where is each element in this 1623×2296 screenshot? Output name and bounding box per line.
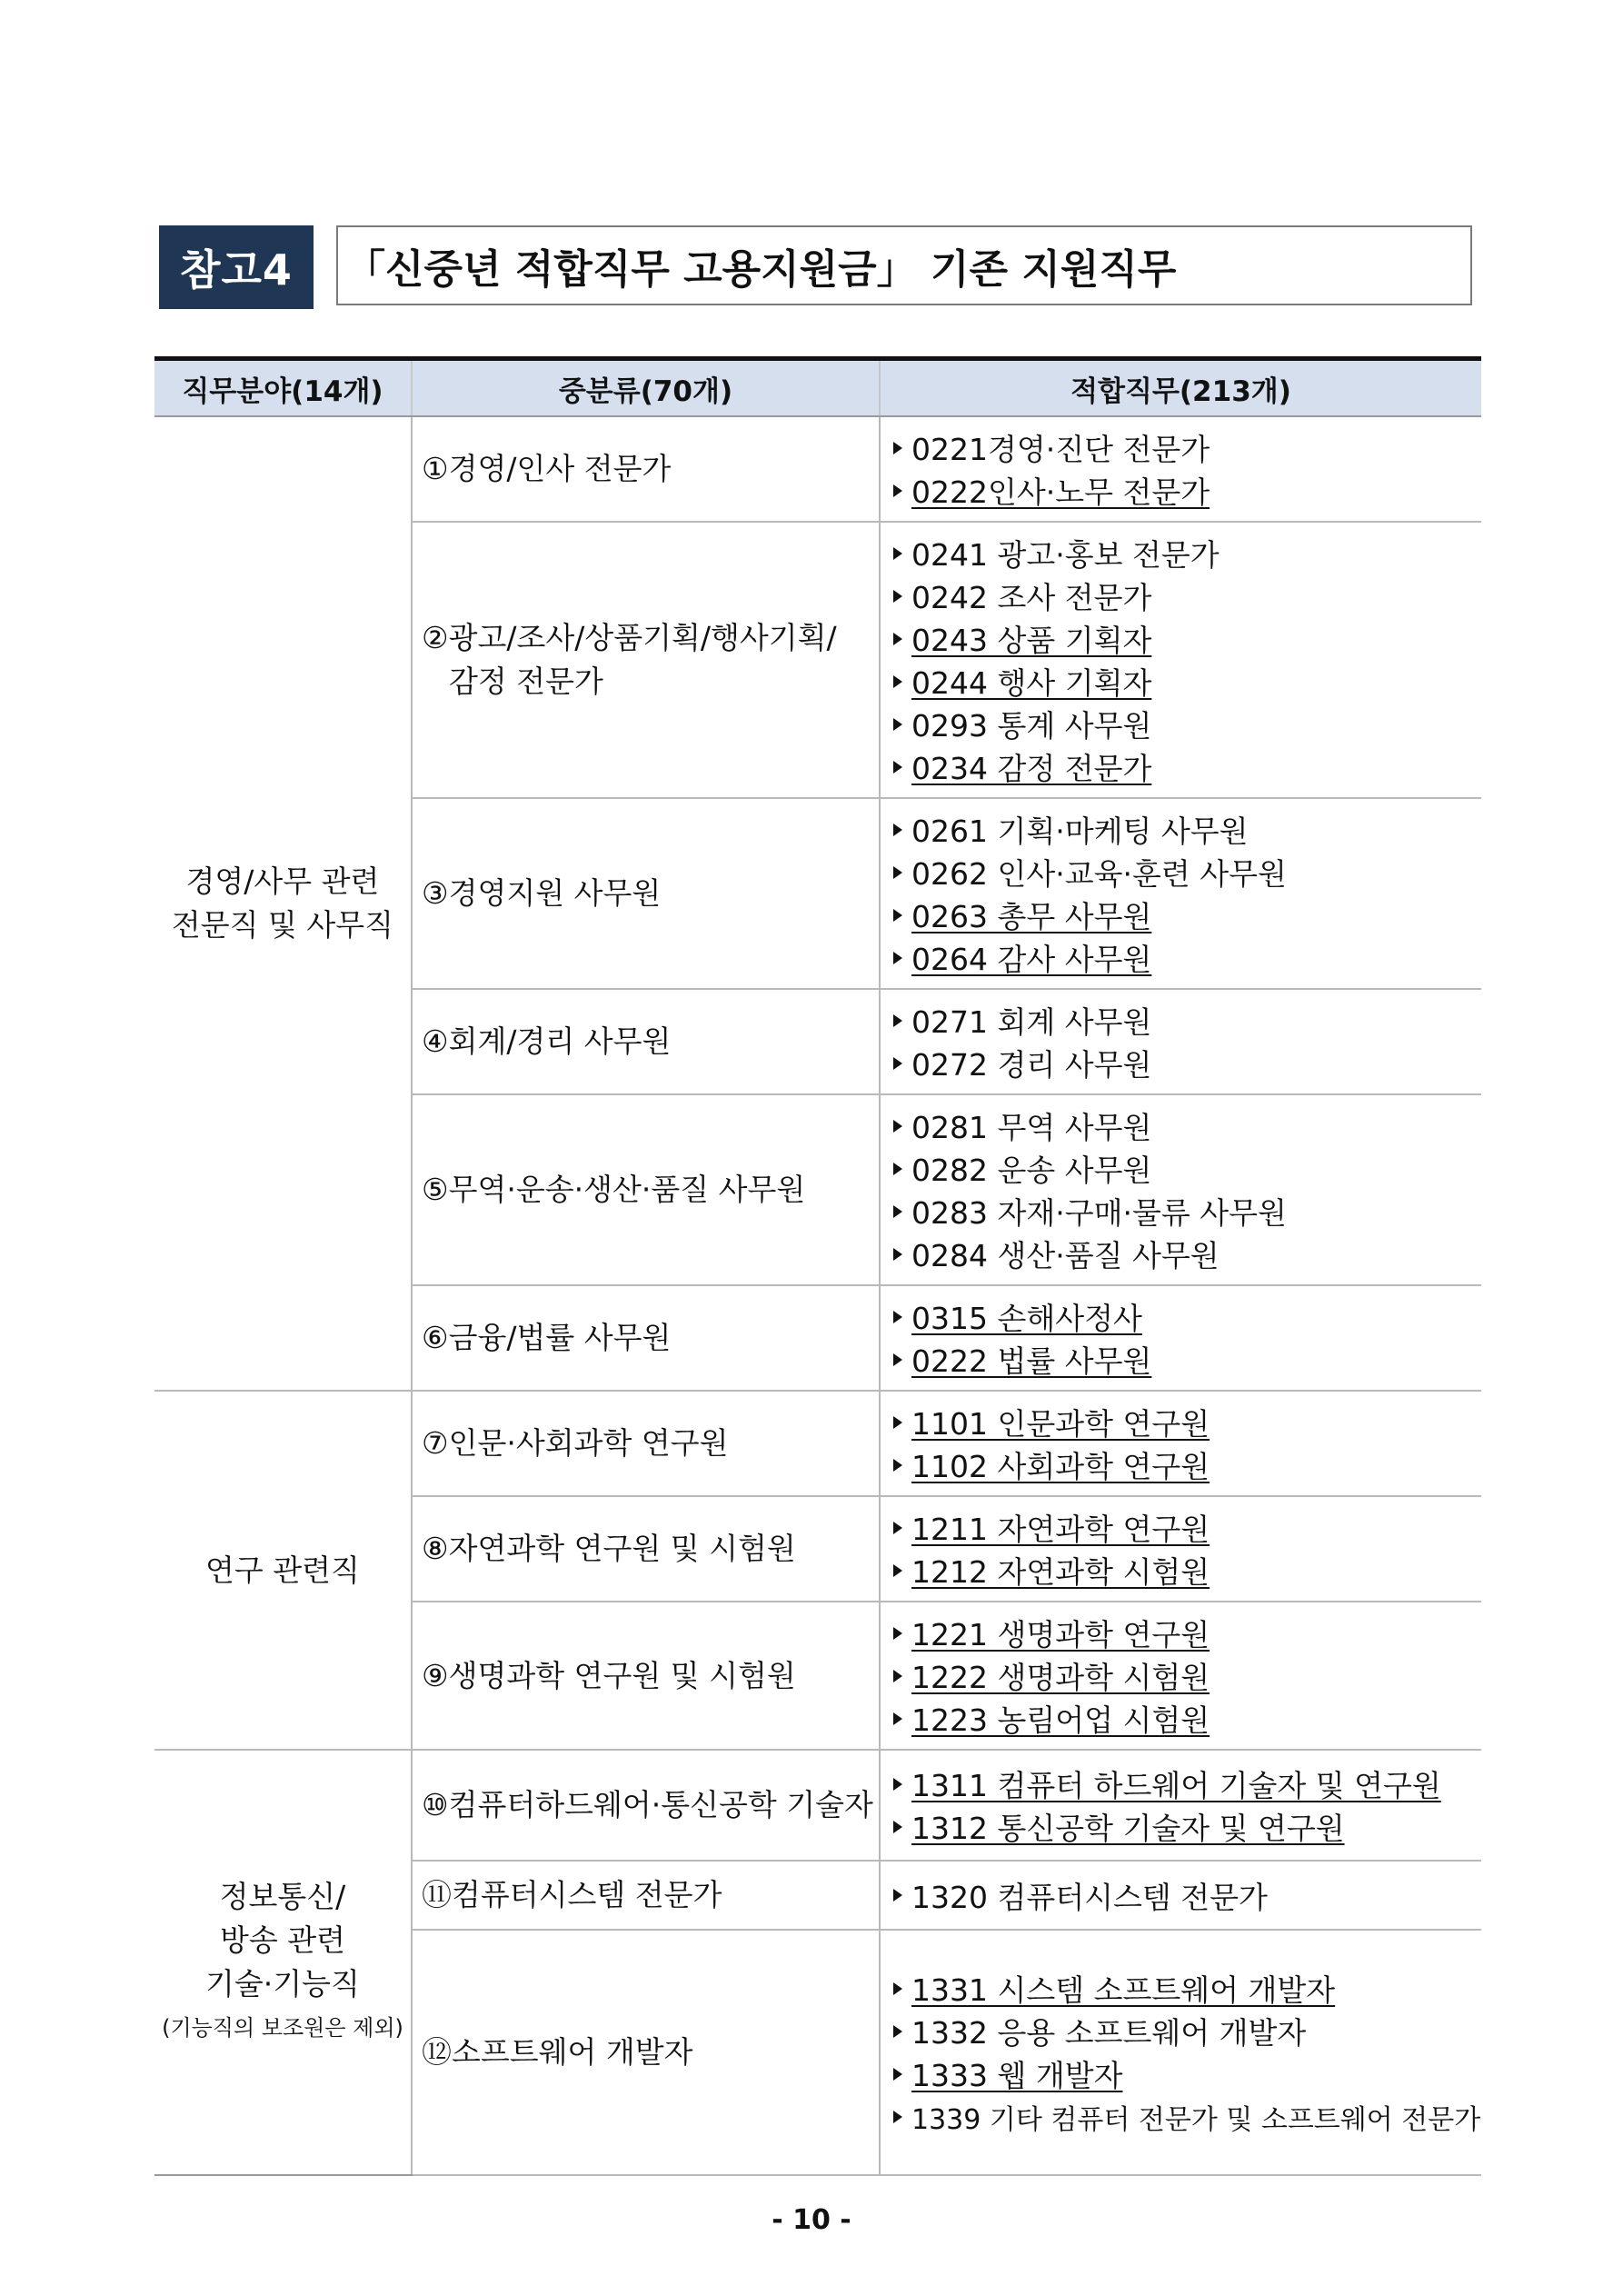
mid-category <box>412 416 880 522</box>
job-item <box>893 1042 1478 1084</box>
job-title: 1331 시스템 소프트웨어 개발자 <box>911 1972 1336 2008</box>
triangle-bullet-icon <box>893 547 902 560</box>
mid-category <box>412 989 880 1094</box>
triangle-bullet-icon <box>893 824 902 836</box>
field-line: 전문직 및 사무직 <box>171 907 394 943</box>
job-title: 0284 생산·품질 사무원 <box>911 1238 1220 1273</box>
mid-line: ⑧자연과학 연구원 및 시험원 <box>422 1531 796 1566</box>
job-title: 0261 기획·마케팅 사무원 <box>911 814 1249 849</box>
job-title: 0264 감사 사무원 <box>911 942 1152 977</box>
job-list <box>880 989 1481 1094</box>
title-box <box>336 225 1472 305</box>
job-title: 0283 자재·구매·물류 사무원 <box>911 1195 1287 1231</box>
header-mid-category: 중분류(70개) <box>412 359 880 417</box>
job-title: 0315 손해사정사 <box>911 1301 1142 1336</box>
job-item <box>893 574 1478 617</box>
triangle-bullet-icon <box>893 1889 902 1902</box>
job-item <box>893 2010 1478 2052</box>
job-item <box>893 999 1478 1042</box>
mid-line: ①경영/인사 전문가 <box>422 451 672 486</box>
field-it <box>154 1750 412 2175</box>
job-item <box>893 1874 1478 1917</box>
mid-category <box>412 522 880 798</box>
job-item <box>893 1805 1478 1848</box>
job-item <box>893 893 1478 936</box>
triangle-bullet-icon <box>893 761 902 774</box>
mid-line: ③경영지원 사무원 <box>422 875 662 911</box>
job-title: 0222 법률 사무원 <box>911 1343 1152 1379</box>
job-list <box>880 1861 1481 1930</box>
job-title: 1212 자연과학 시험원 <box>911 1554 1210 1590</box>
job-list <box>880 1750 1481 1861</box>
job-title: 0242 조사 전문가 <box>911 580 1152 615</box>
section-header <box>159 225 1477 309</box>
triangle-bullet-icon <box>893 1205 902 1218</box>
job-title: 0271 회계 사무원 <box>911 1004 1152 1040</box>
mid-line: ⑫소프트웨어 개발자 <box>422 2034 693 2070</box>
job-title: 0262 인사·교육·훈련 사무원 <box>911 856 1287 892</box>
field-line: 방송 관련 <box>219 1922 345 1958</box>
triangle-bullet-icon <box>893 718 902 731</box>
mid-category <box>412 1496 880 1602</box>
mid-category <box>412 1602 880 1750</box>
job-title: 1223 농림어업 시험원 <box>911 1702 1210 1738</box>
job-item <box>893 1295 1478 1338</box>
job-item <box>893 1549 1478 1592</box>
job-item <box>893 703 1478 745</box>
job-list <box>880 1094 1481 1285</box>
job-list <box>880 1496 1481 1602</box>
mid-category <box>412 1391 880 1496</box>
mid-line: ⑩컴퓨터하드웨어·통신공학 기술자 <box>422 1787 873 1822</box>
mid-category <box>412 1861 880 1930</box>
header-jobs: 적합직무(213개) <box>880 359 1481 417</box>
job-item <box>893 1443 1478 1486</box>
mid-line: ④회계/경리 사무원 <box>422 1023 672 1059</box>
job-item <box>893 1233 1478 1275</box>
job-title: 0241 광고·홍보 전문가 <box>911 537 1220 573</box>
triangle-bullet-icon <box>893 1459 902 1472</box>
job-item <box>893 1762 1478 1805</box>
triangle-bullet-icon <box>893 675 902 688</box>
triangle-bullet-icon <box>893 1821 902 1833</box>
field-research <box>154 1391 412 1750</box>
table-row <box>154 1391 1481 1496</box>
job-title: 0293 통계 사무원 <box>911 708 1152 744</box>
job-item <box>893 936 1478 979</box>
job-title: 0221경영·진단 전문가 <box>911 432 1210 467</box>
job-title: 0263 총무 사무원 <box>911 899 1152 934</box>
table-row <box>154 416 1481 522</box>
job-title: 0244 행사 기획자 <box>911 665 1152 701</box>
mid-line: ⑪컴퓨터시스템 전문가 <box>422 1877 722 1912</box>
job-item <box>893 617 1478 660</box>
job-item <box>893 1338 1478 1381</box>
triangle-bullet-icon <box>893 1982 902 1995</box>
reference-badge: 참고4 <box>159 225 314 309</box>
triangle-bullet-icon <box>893 1670 902 1682</box>
triangle-bullet-icon <box>893 1057 902 1070</box>
triangle-bullet-icon <box>893 442 902 454</box>
job-item <box>893 1967 1478 2010</box>
triangle-bullet-icon <box>893 1522 902 1534</box>
job-item <box>893 1147 1478 1190</box>
job-title: 1221 생명과학 연구원 <box>911 1617 1210 1652</box>
header-field: 직무분야(14개) <box>154 359 412 417</box>
job-list <box>880 1602 1481 1750</box>
page-title: 「신중년 적합직무 고용지원금」 기존 지원직무 <box>345 246 1177 293</box>
table-header-row <box>154 359 1481 417</box>
mid-line: ⑨생명과학 연구원 및 시험원 <box>422 1657 796 1693</box>
job-title: 1211 자연과학 연구원 <box>911 1512 1210 1547</box>
job-item <box>893 660 1478 703</box>
table-row <box>154 1750 1481 1861</box>
job-item <box>893 2095 1481 2138</box>
triangle-bullet-icon <box>893 484 902 497</box>
job-title: 1332 응용 소프트웨어 개발자 <box>911 2015 1307 2051</box>
job-list <box>880 1930 1481 2175</box>
triangle-bullet-icon <box>893 633 902 645</box>
mid-category <box>412 1094 880 1285</box>
job-title: 0282 운송 사무원 <box>911 1153 1152 1188</box>
job-item <box>893 1104 1478 1147</box>
triangle-bullet-icon <box>893 909 902 922</box>
job-title: 1333 웹 개발자 <box>911 2058 1123 2093</box>
page-number: - 10 - <box>772 2204 851 2236</box>
triangle-bullet-icon <box>893 2068 902 2081</box>
job-list <box>880 1285 1481 1391</box>
mid-line: 감정 전문가 <box>449 664 603 699</box>
mid-category <box>412 1750 880 1861</box>
mid-category <box>412 1930 880 2175</box>
job-title: 1102 사회과학 연구원 <box>911 1449 1210 1484</box>
triangle-bullet-icon <box>893 1014 902 1027</box>
triangle-bullet-icon <box>893 1778 902 1791</box>
triangle-bullet-icon <box>893 590 902 603</box>
mid-line: ⑥금융/법률 사무원 <box>422 1320 672 1355</box>
field-line: 경영/사무 관련 <box>185 863 380 899</box>
triangle-bullet-icon <box>893 1163 902 1175</box>
job-list <box>880 798 1481 989</box>
mid-line: ②광고/조사/상품기획/행사기획/ <box>422 620 837 655</box>
triangle-bullet-icon <box>893 1311 902 1323</box>
field-note: (기능직의 보조원은 제외) <box>162 2015 403 2041</box>
job-table <box>154 356 1481 2176</box>
job-title: 1101 인문과학 연구원 <box>911 1406 1210 1442</box>
triangle-bullet-icon <box>893 1712 902 1725</box>
job-item <box>893 1612 1478 1654</box>
job-item <box>893 851 1478 893</box>
triangle-bullet-icon <box>893 2025 902 2038</box>
job-title: 0243 상품 기획자 <box>911 623 1152 658</box>
mid-category <box>412 1285 880 1391</box>
job-item <box>893 1654 1478 1697</box>
job-item <box>893 469 1478 512</box>
triangle-bullet-icon <box>893 1248 902 1261</box>
job-item <box>893 1697 1478 1740</box>
triangle-bullet-icon <box>893 2111 902 2123</box>
triangle-bullet-icon <box>893 1416 902 1429</box>
job-item <box>893 1506 1478 1549</box>
job-list <box>880 522 1481 798</box>
job-title: 1222 생명과학 시험원 <box>911 1660 1210 1695</box>
field-management <box>154 416 412 1391</box>
job-title: 1312 통신공학 기술자 및 연구원 <box>911 1811 1345 1846</box>
job-title: 0234 감정 전문가 <box>911 751 1152 786</box>
job-item <box>893 808 1478 851</box>
job-list <box>880 1391 1481 1496</box>
job-item <box>893 2052 1478 2095</box>
triangle-bullet-icon <box>893 1353 902 1366</box>
job-item <box>893 1190 1478 1233</box>
job-title: 0281 무역 사무원 <box>911 1110 1152 1145</box>
mid-line: ⑦인문·사회과학 연구원 <box>422 1425 729 1461</box>
mid-line: ⑤무역·운송·생산·품질 사무원 <box>422 1172 806 1207</box>
job-title: 0222인사·노무 전문가 <box>911 474 1210 510</box>
job-list <box>880 416 1481 522</box>
triangle-bullet-icon <box>893 1120 902 1133</box>
job-item <box>893 745 1478 788</box>
job-title: 1311 컴퓨터 하드웨어 기술자 및 연구원 <box>911 1768 1441 1803</box>
field-line: 기술·기능직 <box>205 1966 360 2002</box>
job-title: 0272 경리 사무원 <box>911 1047 1152 1083</box>
job-item <box>893 426 1478 469</box>
field-line: 연구 관련직 <box>205 1552 360 1588</box>
job-item <box>893 532 1478 574</box>
job-item <box>893 1401 1478 1443</box>
field-line: 정보통신/ <box>219 1879 346 1914</box>
triangle-bullet-icon <box>893 1627 902 1640</box>
mid-category <box>412 798 880 989</box>
triangle-bullet-icon <box>893 1564 902 1577</box>
triangle-bullet-icon <box>893 952 902 964</box>
job-title: 1320 컴퓨터시스템 전문가 <box>911 1879 1268 1915</box>
job-title: 1339 기타 컴퓨터 전문가 및 소프트웨어 전문가 <box>911 2103 1481 2136</box>
triangle-bullet-icon <box>893 866 902 879</box>
